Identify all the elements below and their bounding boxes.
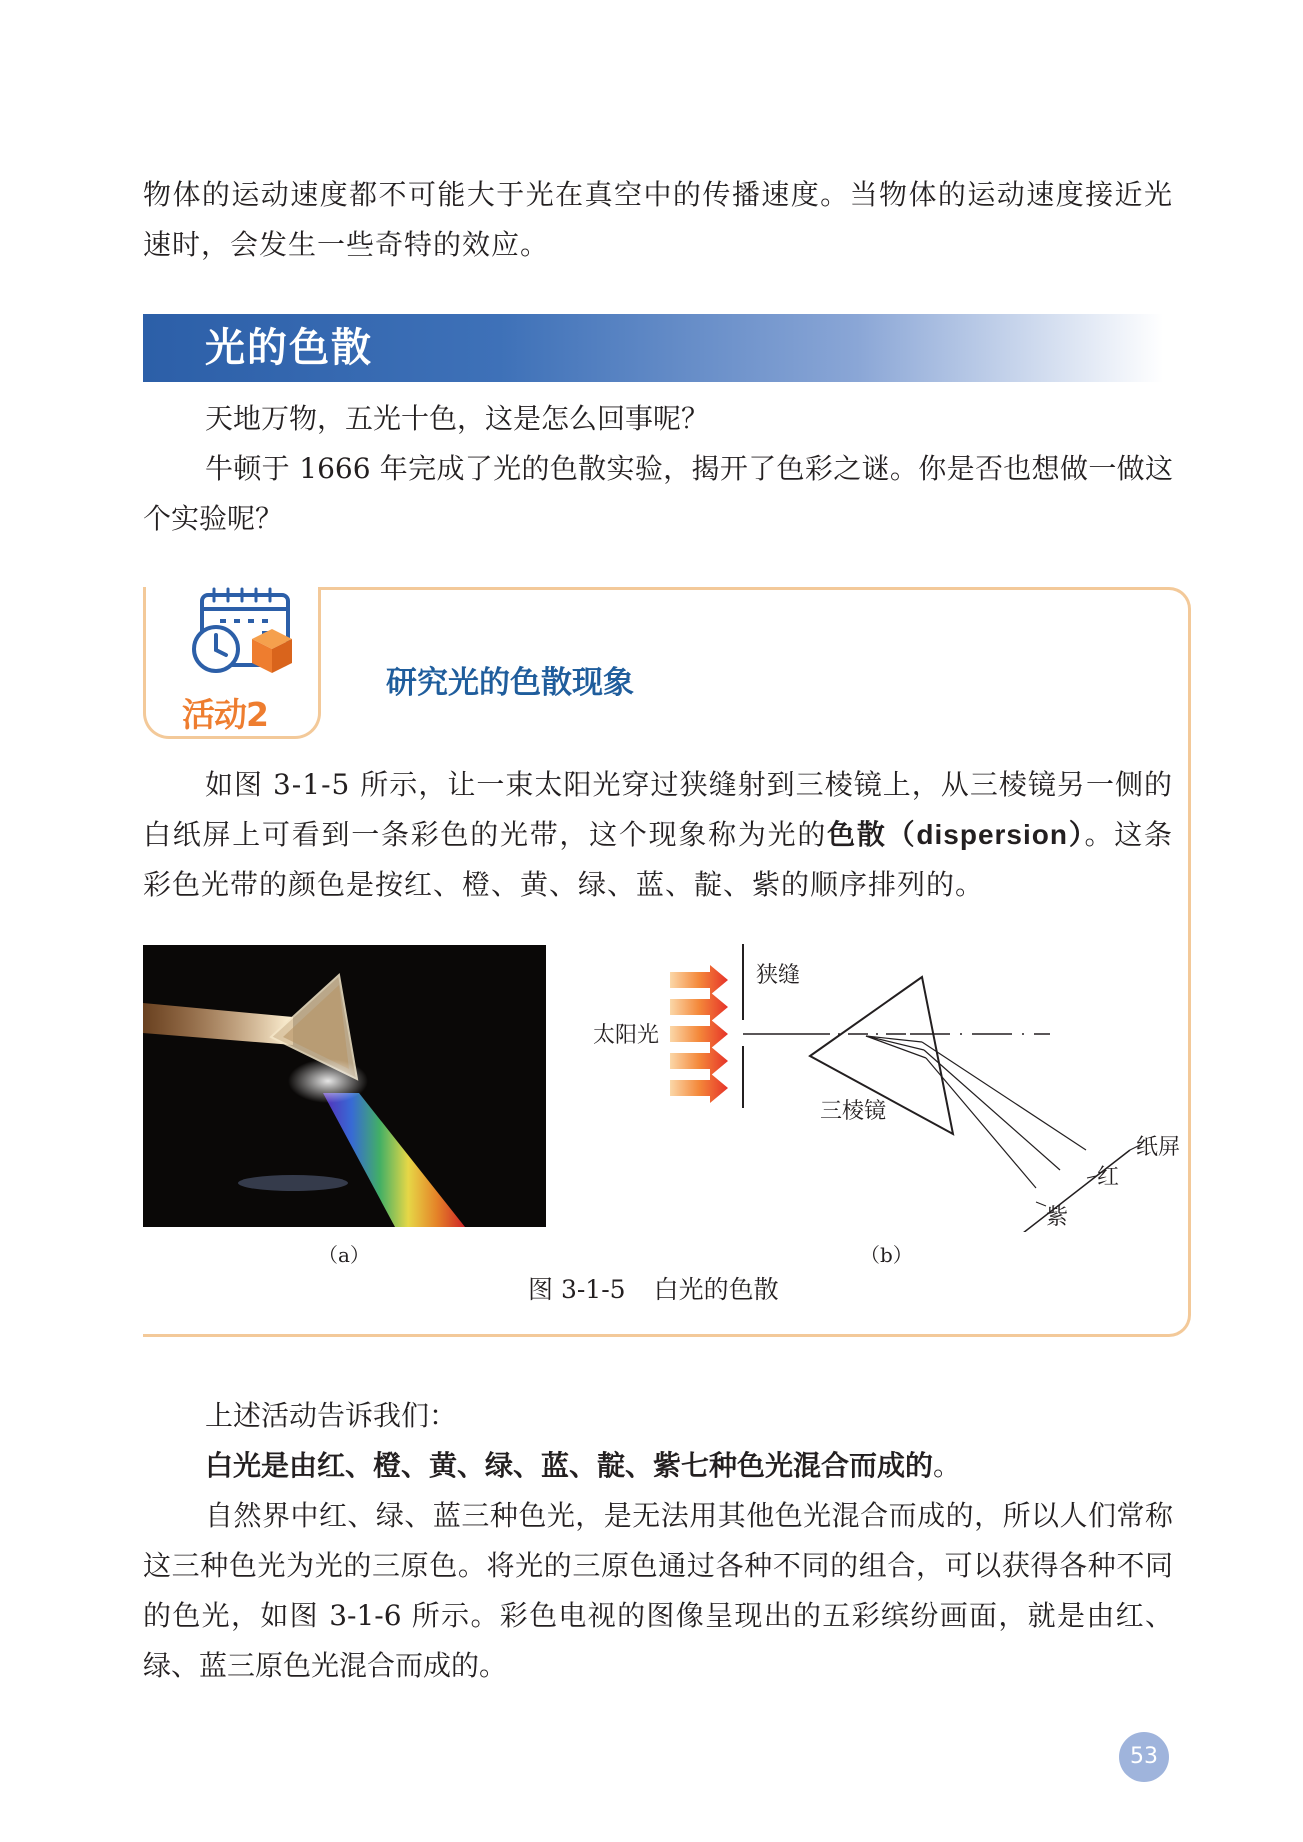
activity-text-after: 。这条彩色光带的颜色是按红、橙、黄、绿、蓝、靛、紫的顺序排列的。 [143,818,1173,901]
refracted-rays [866,1036,1086,1188]
activity-description [143,760,1173,910]
figure-caption [528,1270,779,1306]
prism-photo-image [143,945,546,1227]
term-dispersion-english: （dispersion） [886,819,1085,850]
activity-label: 活动2 [182,695,268,734]
label-prism: 三棱镜 [820,1099,887,1124]
conclusion-statement-bold: 白光是由红、橙、黄、绿、蓝、靛、紫七种色光混合而成的 [205,1449,934,1482]
label-screen: 纸屏 [1136,1135,1180,1160]
paper-screen [1014,1150,1130,1232]
label-slit: 狭缝 [756,963,801,988]
violet-leader [1036,1202,1046,1206]
section-title: 光的色散 [205,325,373,371]
intro-paragraph: 物体的运动速度都不可能大于光在真空中的传播速度。当物体的运动速度接近光速时，会发生一些奇特的效应。 [143,178,1173,261]
paragraph-question: 天地万物，五光十色，这是怎么回事呢？ [205,402,710,435]
paragraph-newton: 牛顿于 1666 年完成了光的色散实验，揭开了色彩之谜。你是否也想做一做这个实验呢？ [143,452,1173,535]
page-number-badge: 53 [1119,1732,1169,1782]
term-dispersion: 色散 [827,818,887,851]
activity-text-before: 如图 3-1-5 所示，让一束太阳光穿过狭缝射到三棱镜上，从三棱镜另一侧的白纸屏上可看到一条彩色的光带，这个现象称为光的 [143,768,1173,851]
calendar-clock-box-icon [180,587,300,687]
figure-a-label: （a） [318,1243,370,1267]
conclusion-statement [143,1441,1173,1491]
activity-title: 研究光的色散现象 [386,665,634,701]
label-red: 红 [1097,1165,1120,1190]
conclusion-statement-end: 。 [933,1449,962,1482]
figure-caption-title: 白光的色散 [653,1275,779,1304]
label-sunlight: 太阳光 [593,1023,660,1048]
figure-b-label: （b） [860,1243,913,1267]
dispersion-diagram [560,932,1180,1232]
sunlight-arrows [670,965,728,1103]
paragraph-primary-colors: 自然界中红、绿、蓝三种色光，是无法用其他色光混合而成的，所以人们常称这三种色光为光的三原色。将光的三原色通过各种不同的组合，可以获得各种不同的色光，如图 3-1-6 所示。彩色电视的图像呈现出的五彩缤纷画面，就是由红、绿、蓝三原色光混合而成的。 [143,1499,1173,1682]
section-banner [143,314,1163,382]
label-violet: 紫 [1046,1205,1069,1230]
activity-tab [143,587,321,739]
prism-photo [143,945,546,1227]
conclusion-lead: 上述活动告诉我们： [205,1399,458,1432]
figure-caption-number: 图 3-1-5 [528,1275,626,1304]
